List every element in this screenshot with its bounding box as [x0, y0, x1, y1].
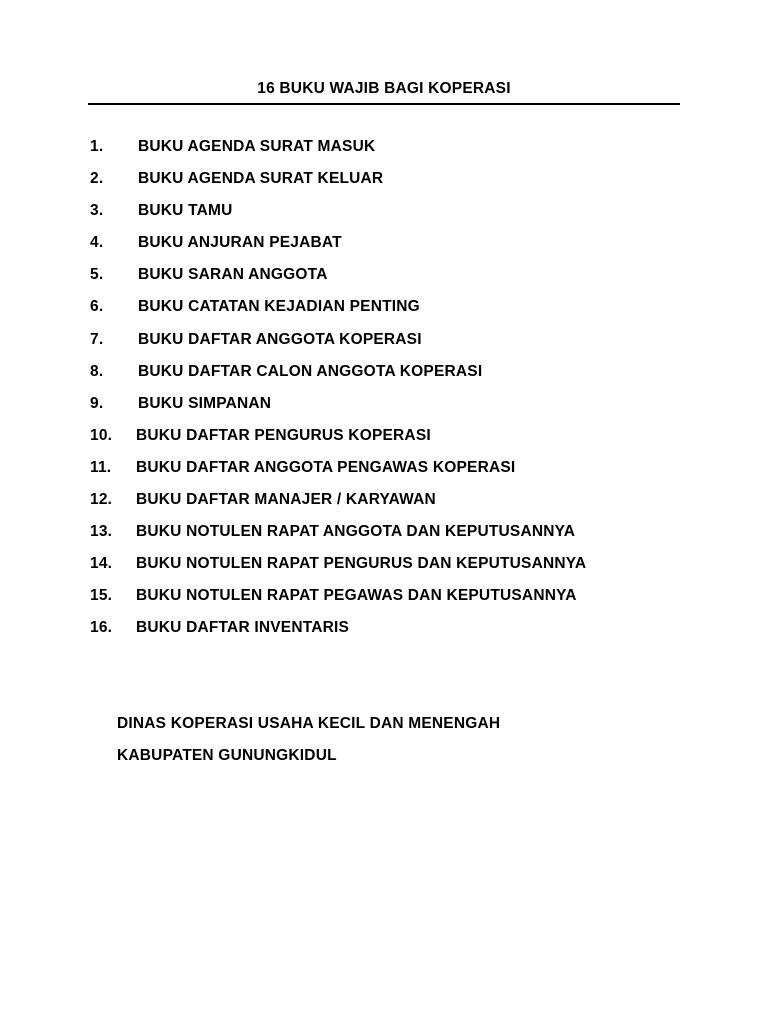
item-number: 16.	[90, 619, 113, 637]
footer-agency-name: DINAS KOPERASI USAHA KECIL DAN MENENGAH	[117, 715, 501, 732]
item-text: BUKU AGENDA SURAT KELUAR	[138, 170, 384, 188]
item-text: BUKU DAFTAR INVENTARIS	[136, 619, 350, 637]
item-number: 3.	[90, 202, 104, 220]
list-item	[0, 170, 768, 202]
list-item	[0, 459, 768, 491]
item-number: 2.	[90, 170, 104, 188]
list-item	[0, 202, 768, 234]
item-text: BUKU SARAN ANGGOTA	[138, 266, 328, 284]
list-item	[0, 234, 768, 266]
item-text: BUKU AGENDA SURAT MASUK	[138, 138, 376, 155]
item-number: 8.	[90, 362, 104, 380]
title-underline	[88, 103, 680, 105]
footer-regency-name: KABUPATEN GUNUNGKIDUL	[117, 747, 337, 764]
item-number: 10.	[90, 426, 113, 444]
list-item	[0, 619, 768, 651]
list-item	[0, 555, 768, 587]
list-item	[0, 331, 768, 363]
document-footer	[117, 715, 500, 779]
item-number: 9.	[90, 394, 104, 412]
list-item	[0, 427, 768, 459]
item-number: 4.	[90, 234, 104, 252]
list-item	[0, 523, 768, 555]
item-text: BUKU DAFTAR PENGURUS KOPERASI	[136, 426, 431, 444]
item-text: BUKU SIMPANAN	[138, 394, 272, 412]
item-number: 13.	[90, 523, 113, 541]
item-text: BUKU DAFTAR CALON ANGGOTA KOPERASI	[138, 362, 483, 380]
item-text: BUKU TAMU	[138, 202, 233, 220]
item-text: BUKU NOTULEN RAPAT PENGURUS DAN KEPUTUSANNYA	[136, 555, 587, 573]
item-number: 12.	[90, 491, 113, 509]
book-list	[0, 138, 768, 652]
item-number: 5.	[90, 266, 104, 284]
item-text: BUKU DAFTAR ANGGOTA KOPERASI	[138, 330, 422, 348]
list-item	[0, 395, 768, 427]
document-title: 16 BUKU WAJIB BAGI KOPERASI	[257, 80, 511, 97]
item-text: BUKU NOTULEN RAPAT ANGGOTA DAN KEPUTUSANNYA	[136, 523, 576, 541]
list-item	[0, 298, 768, 330]
list-item	[0, 587, 768, 619]
list-item	[0, 138, 768, 170]
item-number: 14.	[90, 555, 113, 573]
item-text: BUKU ANJURAN PEJABAT	[138, 234, 342, 252]
item-text: BUKU DAFTAR ANGGOTA PENGAWAS KOPERASI	[136, 458, 516, 476]
item-number: 11.	[90, 458, 112, 476]
item-number: 1.	[90, 138, 104, 155]
list-item	[0, 491, 768, 523]
item-number: 7.	[90, 330, 104, 348]
list-item	[0, 266, 768, 298]
item-text: BUKU DAFTAR MANAJER / KARYAWAN	[136, 491, 436, 509]
item-text: BUKU NOTULEN RAPAT PEGAWAS DAN KEPUTUSANNYA	[136, 587, 577, 605]
item-text: BUKU CATATAN KEJADIAN PENTING	[138, 298, 420, 316]
list-item	[0, 363, 768, 395]
item-number: 6.	[90, 298, 104, 316]
item-number: 15.	[90, 587, 113, 605]
